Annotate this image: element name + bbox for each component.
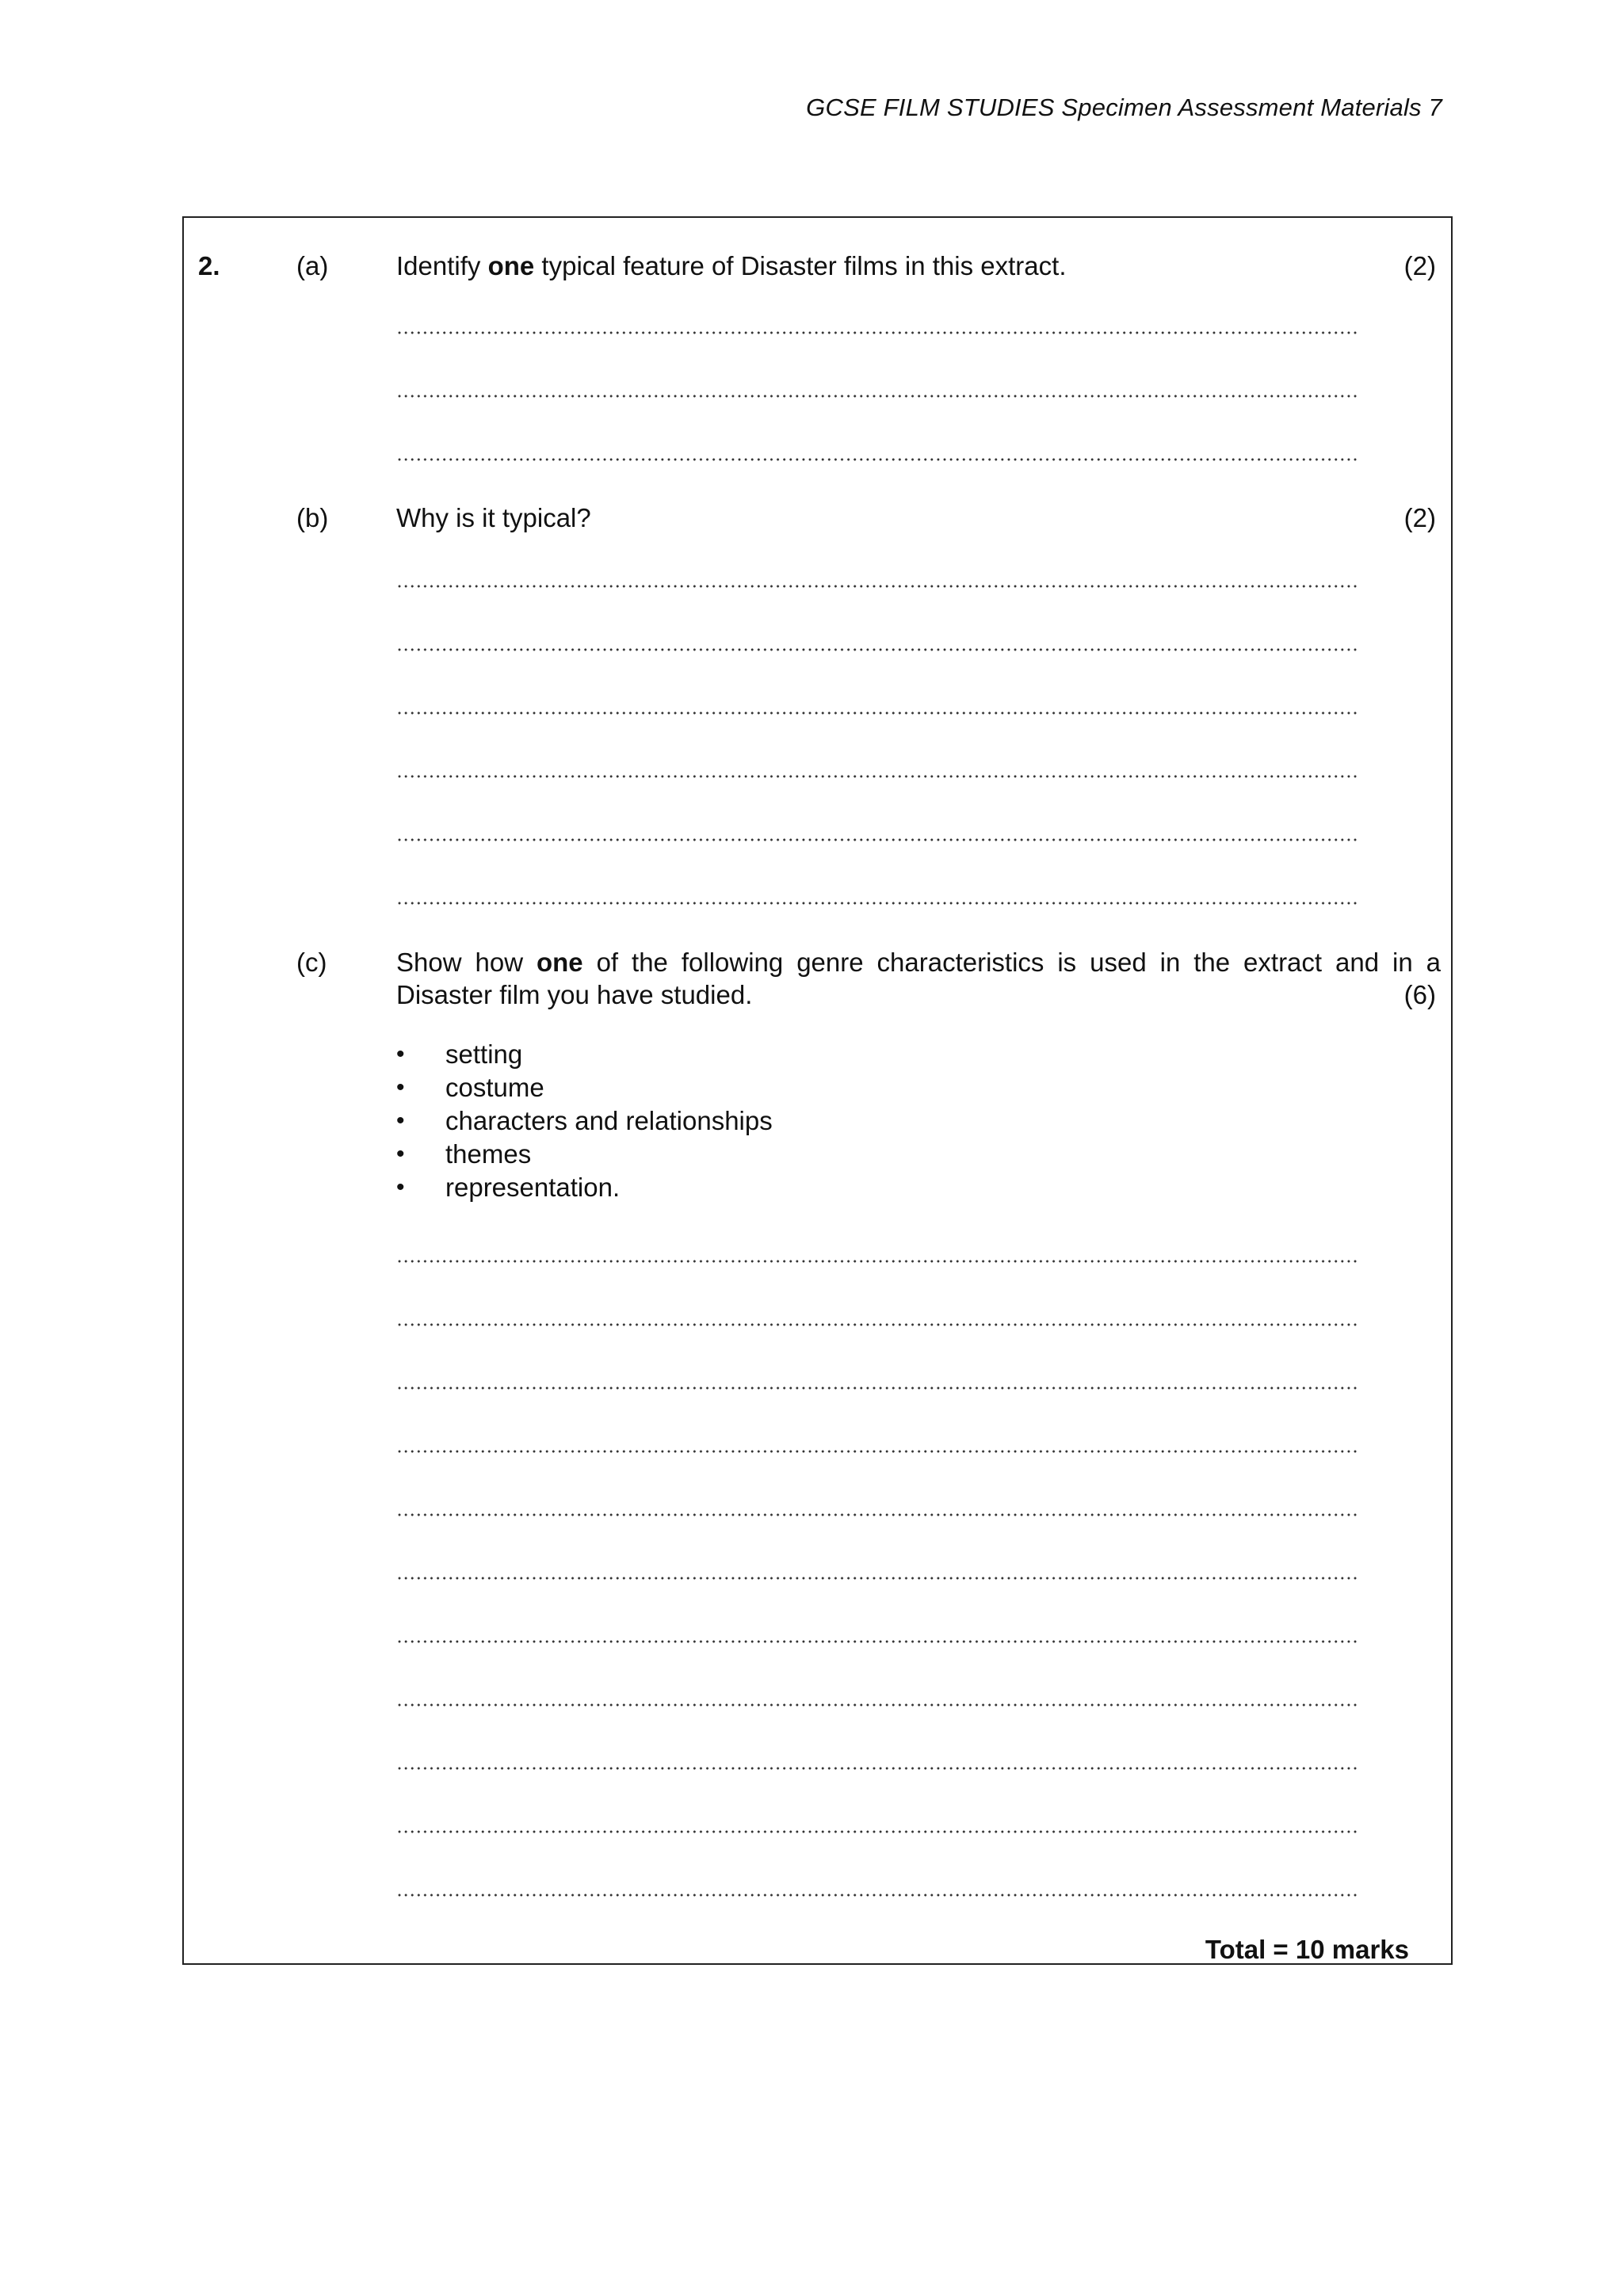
bullet-icon: • — [396, 1041, 405, 1067]
question-box — [182, 216, 1453, 1965]
list-item: • costume — [396, 1071, 773, 1104]
answer-line[interactable] — [396, 458, 1359, 461]
part-c-marks: (6) — [1403, 980, 1436, 1009]
part-a-question: Identify one typical feature of Disaster films in this extract. — [396, 251, 1067, 280]
list-item: • themes — [396, 1138, 773, 1171]
bullet-icon: • — [396, 1174, 405, 1200]
answer-line[interactable] — [396, 1830, 1359, 1833]
answer-line[interactable] — [396, 1767, 1359, 1770]
part-c-label: (c) — [296, 948, 327, 977]
answer-line[interactable] — [396, 648, 1359, 651]
list-item: • characters and relationships — [396, 1104, 773, 1138]
answer-line[interactable] — [396, 1640, 1359, 1643]
answer-line[interactable] — [396, 1386, 1359, 1390]
answer-line[interactable] — [396, 1513, 1359, 1516]
answer-line[interactable] — [396, 1260, 1359, 1263]
bullet-icon: • — [396, 1141, 405, 1167]
answer-line[interactable] — [396, 775, 1359, 778]
answer-line[interactable] — [396, 902, 1359, 905]
answer-line[interactable] — [396, 585, 1359, 588]
answer-line[interactable] — [396, 395, 1359, 398]
answer-line[interactable] — [396, 1577, 1359, 1580]
part-b-question: Why is it typical? — [396, 503, 591, 532]
part-c-question-line2: Disaster film you have studied. — [396, 980, 753, 1009]
answer-line[interactable] — [396, 331, 1359, 334]
bullet-icon: • — [396, 1074, 405, 1100]
answer-line[interactable] — [396, 1323, 1359, 1326]
part-b-label: (b) — [296, 503, 329, 532]
bullet-icon: • — [396, 1108, 405, 1134]
part-c-question-line1: Show how one of the following genre characteristics is used in the extract and in a — [396, 948, 1441, 977]
list-item: • setting — [396, 1038, 773, 1071]
part-a-label: (a) — [296, 251, 329, 280]
answer-line[interactable] — [396, 838, 1359, 841]
part-a-marks: (2) — [1403, 251, 1436, 280]
answer-line[interactable] — [396, 1450, 1359, 1453]
answer-line[interactable] — [396, 711, 1359, 715]
total-marks: Total = 10 marks — [1205, 1935, 1409, 1964]
answer-line[interactable] — [396, 1894, 1359, 1897]
question-number: 2. — [198, 251, 220, 280]
list-item: • representation. — [396, 1171, 773, 1204]
characteristics-list — [396, 1038, 773, 1204]
part-b-marks: (2) — [1403, 503, 1436, 532]
answer-line[interactable] — [396, 1703, 1359, 1707]
page-header: GCSE FILM STUDIES Specimen Assessment Materials 7 — [806, 93, 1442, 121]
